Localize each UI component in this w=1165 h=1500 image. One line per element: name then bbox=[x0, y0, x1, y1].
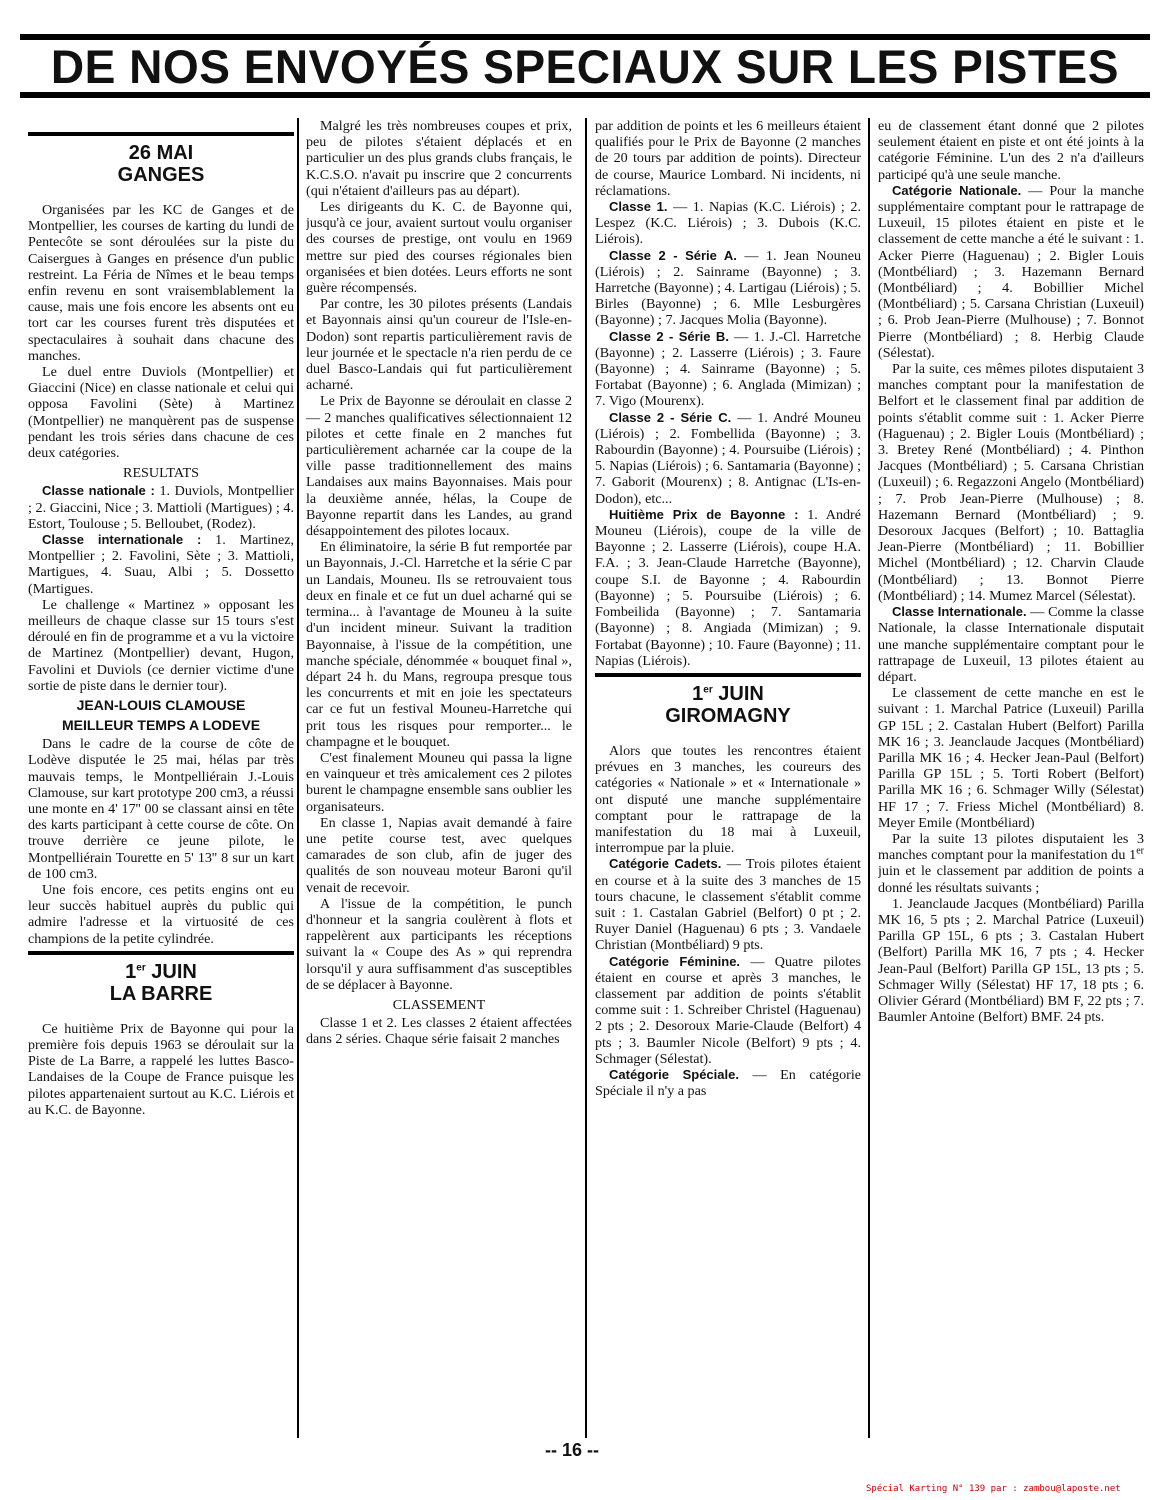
heading-date: 26 MAI bbox=[128, 142, 194, 164]
paragraph: 1. Jeanclaude Jacques (Montbéliard) Parilla MK 16, 5 pts ; 2. Marchal Patrice (Luxeuil) Parilla GP 15L, 6 pts ; 3. Castalan Hubert (Belfort) Parilla MK 16, 7 pts ; 4. Hecker Jean-Paul (Belfort) Parilla GP 15L, 13 pts ; 5. Schmager Willy (Sélestat) HF 17, 18 pts ; 6. Olivier Gérard (Montbéliard) BM F, 22 pts ; 7. Baumler Antoine (Belfort) BMF. 24 pts. bbox=[878, 895, 1144, 1026]
section-heading-giromagny bbox=[595, 673, 861, 735]
result-national bbox=[28, 483, 294, 532]
heading-date bbox=[595, 683, 861, 705]
scan-credit: Spécial Karting N° 139 par : zambou@laposte.net bbox=[866, 1484, 1121, 1494]
heading-date bbox=[28, 961, 294, 983]
paragraph: Dans le cadre de la course de côte de Lodève disputée le 25 mai, hélas par très mauvais temps, le Montpelliérain J.-Louis Clamouse, sur kart prototype 200 cm3, a réussi une monte en 4' 17'' 00 se classant ainsi en tête des karts participant à cette course de côte. On trouve derrière ce jeune pilote, le Montpelliérain Tourette en 5' 13'' 8 sur un kart de 100 cm3. bbox=[28, 736, 294, 882]
result-text: — Trois pilotes étaient en course et à la suite des 3 manches de 15 tours chacune, le classement s'établit comme suit : 1. Castalan Gabriel (Belfort) 0 pt ; 2. Ruyer Daniel (Haguenau) 6 pts ; 3. Vandaele Christian (Montbéliard) 9 pts. bbox=[595, 856, 861, 954]
paragraph: Organisées par les KC de Ganges et de Montpellier, les courses de karting du lundi de Pentecôte se sont déroulées sur la piste du Caisergues à Ganges en présence d'un public restreint. La Féria de Nîmes et le beau temps enfin revenu en sont vraisemblablement la cause, mais une fois encore les absents ont eu tort car les courses furent très disputées et spectaculaires à souhait dans chacune des manches. bbox=[28, 202, 294, 364]
result-text: — 1. J.-Cl. Harretche (Bayonne) ; 2. Lasserre (Liérois) ; 3. Faure (Bayonne) ; 4. Sainrame (Bayonne) ; 5. Fortabat (Bayonne) ; 6. Anglada (Mimizan) ; 7. Vigo (Mourenx). bbox=[595, 328, 861, 410]
result-text: — Pour la manche supplémentaire comptant pour le rattrapage de Luxeuil, 15 pilotes étaient en piste et le classement de cette manche a été le suivant : 1. Acker Pierre (Haguenau) ; 2. Bigler Louis (Montbéliard) ; 3. Hazemann Bernard (Montbéliard) ; 4. Bobillier Michel (Montbéliard) ; 5. Carsana Christian (Luxeuil) ; 6. Prob Jean-Pierre (Mulhouse) ; 7. Bonnot Pierre (Montbéliard) ; 8. Herbig Claude (Sélestat). bbox=[878, 182, 1144, 361]
paragraph: C'est finalement Mouneu qui passa la ligne en vainqueur et très amicalement ces 2 pilotes burent le champagne ensemble sans oublier les organisateurs. bbox=[306, 749, 572, 815]
heading-sup: er bbox=[703, 684, 713, 696]
page-number: -- 16 -- bbox=[545, 1440, 599, 1460]
paragraph: Alors que toutes les rencontres étaient prévues en 3 manches, les coureurs des catégories « Nationale » et « Internationale » ont disputé une manche supplémentaire comptant pour le rattrapage de la manifestation du 18 mai à Luxeuil, interrompue par la pluie. bbox=[595, 742, 861, 857]
result-text: 1. André Mouneu (Liérois), coupe de la ville de Bayonne ; 2. Lasserre (Liérois), coupe H.A. F.A. ; 3. Jean-Claude Harretche (Bayonne), coupe S.I. de Bayonne ; 4. Rabourdin (Bayonne) ; 5. Poursuibe (Liérois) ; 6. Fombeilida (Bayonne) ; 7. Santamaria (Bayonne) ; 8. Angiada (Mimizan) ; 9. Fortabat (Bayonne) ; 10. Faure (Bayonne) ; 11. Napias (Liérois). bbox=[595, 506, 861, 669]
paragraph: Ce huitième Prix de Bayonne qui pour la première fois depuis 1963 se déroulait sur la Piste de La Barre, a rappelé les luttes Basco-Landaises de la Coupe de France puisque les pilotes appartenaient surtout au K.C. Liérois et au K.C. de Bayonne. bbox=[28, 1020, 294, 1118]
text-part: Par la suite 13 pilotes disputaient les 3 manches comptant pour la manifestation du 1 bbox=[878, 830, 1144, 864]
results-label: RESULTATS bbox=[123, 465, 199, 482]
text-part: juin et le classement par addition de points a donné les résultats suivants ; bbox=[878, 863, 1144, 896]
paragraph: En classe 1, Napias avait demandé à faire une petite course test, avec quelques camarades de son club, afin de juger des qualités de son nouveau moteur Baroni qu'il venait de recevoir. bbox=[306, 814, 572, 896]
result-speciale bbox=[595, 1067, 861, 1099]
column-3 bbox=[595, 118, 861, 1436]
result-text: — Comme la classe Nationale, la classe Internationale disputait une manche supplémentaire comptant pour le rattrapage de Luxeuil, 13 pilotes étaient au départ. bbox=[878, 604, 1144, 685]
result-text: — 1. Jean Nouneu (Liérois) ; 2. Sainrame (Bayonne) ; 3. Harretche (Bayonne) ; 4. Lartigau (Liérois) ; 5. Birles (Bayonne) ; 6. Mlle Lesburgères (Bayonne) ; 7. Jacques Molia (Bayonne). bbox=[595, 247, 861, 329]
result-serie-a bbox=[595, 248, 861, 329]
paragraph: Le Prix de Bayonne se déroulait en classe 2 — 2 manches qualificatives sélectionnaient 12 pilotes et cette finale en 2 manches fut particulièrement acharnée car la coupe de la ville passe traditionnellement des mains Landaises aux mains Bayonnaises. Mais pour la deuxième année, hélas, la Coupe de Bayonne repartit dans les Landes, au grand désappointement des pilotes locaux. bbox=[306, 393, 572, 540]
column-divider bbox=[585, 118, 587, 1438]
result-text: 1. Duviols, Montpellier ; 2. Giaccini, Nice ; 3. Mattioli (Martigues) ; 4. Estort, Toulouse ; 5. Belloubet, (Rodez). bbox=[28, 483, 294, 532]
paragraph: Classe 1 et 2. Les classes 2 étaient affectées dans 2 séries. Chaque série faisait 2 manches bbox=[306, 1015, 572, 1048]
text-sup: er bbox=[1136, 845, 1144, 857]
result-label: Catégorie Spéciale. bbox=[609, 1066, 739, 1082]
heading-sup: er bbox=[136, 962, 146, 974]
result-international bbox=[28, 532, 294, 597]
result-label: Catégorie Cadets. bbox=[609, 856, 722, 872]
subheading: MEILLEUR TEMPS A LODEVE bbox=[61, 717, 261, 734]
paragraph: par addition de points et les 6 meilleurs étaient qualifiés pour le Prix de Bayonne (2 manches de 20 tours par addition de points). Directeur de course, Maurice Lombard. Ni incidents, ni réclamations. bbox=[595, 118, 861, 199]
result-text: — 1. André Mouneu (Liérois) ; 2. Fombellida (Bayonne) ; 3. Rabourdin (Bayonne) ; 4. Poursuibe (Liérois) ; 5. Napias (Liérois) ; 6. Santamaria (Bayonne) ; 7. Gaborit (Mourenx) ; 8. Antignac (L'Is-en-Dodon), etc... bbox=[595, 409, 861, 507]
result-label: Classe nationale : bbox=[42, 483, 155, 499]
result-text: — Quatre pilotes étaient en course et après 3 manches, le classement par addition de points s'établit comme suit : 1. Schreiber Christel (Haguenau) 2 pts ; 2. Desoroux Marie-Claude (Belfort) 4 pts ; 3. Baumler Nicole (Belfort) 9 pts ; 4. Schmager (Sélestat). bbox=[595, 953, 861, 1067]
result-label: Catégorie Féminine. bbox=[609, 953, 741, 969]
heading-month: JUIN bbox=[145, 960, 197, 983]
result-prix-bayonne bbox=[595, 507, 861, 669]
result-internationale bbox=[878, 604, 1144, 685]
result-label: Huitième Prix de Bayonne : bbox=[609, 506, 799, 522]
result-cadets bbox=[595, 856, 861, 953]
page-title: DE NOS ENVOYÉS SPECIAUX SUR LES PISTES bbox=[50, 39, 1120, 93]
paragraph: Par contre, les 30 pilotes présents (Landais et Bayonnais ainsi qu'un coureur de l'Isle-en-Dodon) sont repartis particulièrement ravis de leur journée et le spectacle n'a rien perdu de ce duel Basco-Landais qui fut particulièrement acharné. bbox=[306, 296, 572, 394]
column-divider bbox=[297, 118, 299, 1438]
section-heading-ganges bbox=[28, 132, 294, 194]
column-2 bbox=[306, 118, 572, 1436]
paragraph: Les dirigeants du K. C. de Bayonne qui, jusqu'à ce jour, avaient surtout voulu organiser des courses de prestige, ont voulu en 1969 mettre sur pied des courses régionales bien organisées et bien dotées. Leurs efforts ne sont guère récompensés. bbox=[306, 199, 572, 297]
heading-month: JUIN bbox=[712, 682, 764, 705]
result-label: Classe 2 - Série B. bbox=[609, 328, 729, 344]
paragraph: Malgré les très nombreuses coupes et prix, peu de pilotes s'étaient déplacés et en particulier un des plus grands clubs français, le K.C.S.O. n'avait pu inscrire que 2 concurrents (qui n'étaient d'ailleurs pas au départ). bbox=[306, 118, 572, 199]
result-label: Classe 2 - Série A. bbox=[609, 247, 737, 263]
column-1 bbox=[28, 118, 294, 1436]
heading-place: GANGES bbox=[117, 164, 205, 186]
result-serie-b bbox=[595, 329, 861, 410]
classement-label: CLASSEMENT bbox=[392, 996, 486, 1013]
result-serie-c bbox=[595, 410, 861, 507]
result-label: Catégorie Nationale. bbox=[892, 182, 1022, 198]
paragraph: Le challenge « Martinez » opposant les meilleurs de chaque classe sur 15 tours s'est déroulé en fin de programme et a vu la victoire de Martinez (Montpellier) devant, Hugon, Favolini et Duviols (ce dernier victime d'une sortie de piste dans le dernier tour). bbox=[28, 596, 294, 694]
paragraph: Par la suite, ces mêmes pilotes disputaient 3 manches comptant pour la manifestation de Belfort et le classement final par addition de points s'établit comme suit : 1. Acker Pierre (Haguenau) ; 2. Bigler Louis (Montbéliard) ; 3. Bretey René (Montbéliard) ; 4. Pinthon Jacques (Montbéliard) ; 5. Carsana Christian (Luxeuil) ; 6. Regazzoni Angelo (Montbéliard) ; 7. Prob Jean-Pierre (Mulhouse) ; 8. Hazemann Bernard (Montbéliard) ; 9. Desoroux Jacques (Belfort) ; 10. Battaglia Jean-Pierre (Montbéliard) ; 11. Bobillier Michel (Montbéliard) ; 12. Charvin Claude (Montbéliard) ; 13. Bonnot Pierre (Montbéliard) ; 14. Mumez Marcel (Sélestat). bbox=[878, 361, 1144, 604]
paragraph bbox=[878, 831, 1144, 896]
result-nationale bbox=[878, 183, 1144, 361]
result-label: Classe 1. bbox=[609, 199, 668, 215]
result-label: Classe Internationale. bbox=[892, 604, 1027, 620]
paragraph: eu de classement étant donné que 2 pilotes seulement étaient en piste et ont été joints à la catégorie Féminine. L'un des 2 n'a d'ailleurs participé qu'à une seule manche. bbox=[878, 118, 1144, 183]
section-heading-la-barre bbox=[28, 951, 294, 1013]
paragraph: Le duel entre Duviols (Montpellier) et Giaccini (Nice) en classe nationale et celui qui opposa Favolini (Sète) à Martinez (Montpellier) ne manquèrent pas de suspense pendant les trois séries dans chacune de ces deux catégories. bbox=[28, 364, 294, 462]
result-label: Classe 2 - Série C. bbox=[609, 409, 732, 425]
paragraph: Le classement de cette manche en est le suivant : 1. Marchal Patrice (Luxeuil) Parilla GP 15L ; 2. Castalan Hubert (Belfort) Parilla MK 16 ; 3. Jeanclaude Jacques (Montbéliard) Parilla MK 16 ; 4. Hecker Jean-Paul (Belfort) Parilla GP 15L ; 5. Torti Robert (Belfort) Parilla MK 16 ; 6. Schmager Willy (Sélestat) HF 17 ; 7. Friess Michel (Montbéliard) 8. Meyer Emile (Montbéliard) bbox=[878, 685, 1144, 831]
heading-place: GIROMAGNY bbox=[665, 704, 791, 727]
heading-place: LA BARRE bbox=[109, 982, 213, 1005]
result-feminine bbox=[595, 954, 861, 1067]
result-text: 1. Martinez, Montpellier ; 2. Favolini, Sète ; 3. Mattioli, Martigues, 4. Suau, Albi ; 5. Dossetto (Martigues. bbox=[28, 532, 294, 597]
result-classe-1 bbox=[595, 199, 861, 248]
page-banner bbox=[20, 34, 1150, 98]
subheading: JEAN-LOUIS CLAMOUSE bbox=[76, 697, 246, 714]
result-label: Classe internationale : bbox=[42, 532, 202, 548]
heading-day: 1 bbox=[692, 682, 704, 705]
column-divider bbox=[868, 118, 870, 1438]
paragraph: Une fois encore, ces petits engins ont eu leur succès habituel auprès du public qui admire l'adresse et la virtuosité de ces champions de la petite cylindrée. bbox=[28, 881, 294, 947]
paragraph: En éliminatoire, la série B fut remportée par un Bayonnais, J.-Cl. Harretche et la série C par un Landais, Mouneu. Ils se retrouvaient tous deux en finale et ce fut un duel acharné qui se termina... à l'avantage de Mouneu à la suite d'un incident mineur. Suivant la tradition Bayonnaise, à l'issue de la compétition, une manche spéciale, dénommée « bouquet final », départ 24 h. du Mans, regroupa presque tous les concurrents et mit en joie les spectateurs car ce fut un festival Mouneu-Harretche qui prit tous les risques pour remporter... le champagne et le bouquet. bbox=[306, 539, 572, 750]
result-text: — 1. Napias (K.C. Liérois) ; 2. Lespez (K.C. Liérois) ; 3. Dubois (K.C. Liérois). bbox=[595, 199, 861, 248]
column-4 bbox=[878, 118, 1144, 1436]
paragraph: A l'issue de la compétition, le punch d'honneur et la sangria coulèrent à flots et rappelèrent aux participants les réceptions suivant la « Coupe des As » qui reprendra lorsqu'il y aura suffisamment d'as susceptibles de se déplacer à Bayonne. bbox=[306, 895, 572, 993]
heading-day: 1 bbox=[125, 960, 137, 983]
result-text: — En catégorie Spéciale il n'y a pas bbox=[595, 1066, 861, 1100]
